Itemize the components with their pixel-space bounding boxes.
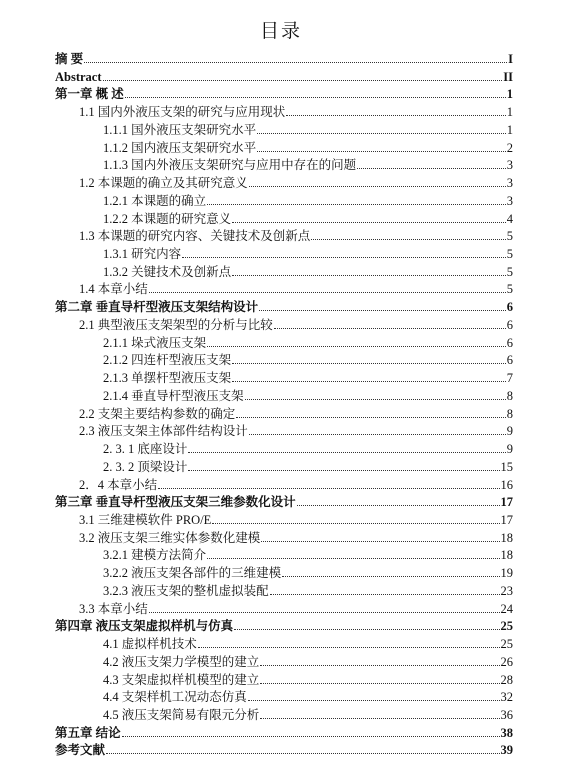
dot-leader	[122, 736, 500, 737]
toc-entry[interactable]	[55, 296, 513, 314]
toc-entry-page-number: 6	[506, 335, 513, 350]
toc-entry-title: 4.2 液压支架力学模型的建立	[103, 654, 260, 669]
toc-entry-page-number: 9	[506, 442, 513, 457]
dot-leader	[270, 594, 500, 595]
dot-leader	[188, 452, 505, 453]
dot-leader	[198, 647, 500, 648]
toc-entry[interactable]	[79, 527, 513, 545]
toc-entry-page-number: 24	[500, 601, 513, 616]
toc-entry-title: 3.2.1 建模方法简介	[103, 548, 207, 563]
toc-entry[interactable]	[103, 137, 513, 155]
dot-leader	[158, 488, 499, 489]
toc-entry-page-number: I	[508, 52, 513, 66]
toc-entry[interactable]	[103, 651, 513, 669]
dot-leader	[103, 80, 503, 81]
dot-leader	[311, 239, 505, 240]
toc-entry[interactable]	[55, 491, 513, 509]
dot-leader	[236, 417, 505, 418]
dot-leader	[207, 346, 506, 347]
toc-entry-page-number: 39	[500, 743, 513, 758]
toc-entry[interactable]	[103, 686, 513, 704]
toc-entry-title: 第一章 概 述	[55, 87, 124, 102]
toc-entry-page-number: 7	[506, 371, 513, 386]
toc-entry-page-number: 36	[500, 708, 513, 722]
dot-leader	[182, 257, 506, 258]
dot-leader	[274, 328, 506, 329]
toc-entry-title: 1.2 本课题的确立及其研究意义	[79, 176, 248, 191]
toc-entry[interactable]	[79, 314, 513, 332]
toc-entry-title: 3.3 本章小结	[79, 601, 148, 616]
toc-entry-title: 2. 3. 2 顶梁设计	[103, 459, 188, 474]
toc-entry-page-number: 25	[500, 637, 513, 652]
dot-leader	[234, 629, 499, 630]
toc-entry-page-number: 17	[500, 495, 513, 510]
toc-entry[interactable]	[103, 438, 513, 456]
dot-leader	[260, 718, 499, 719]
dot-leader	[232, 381, 506, 382]
toc-entry[interactable]	[103, 704, 513, 722]
toc-entry-title: 2.1 典型液压支架架型的分析与比较	[79, 317, 273, 332]
toc-entry[interactable]	[103, 261, 513, 279]
dot-leader	[232, 363, 506, 364]
toc-entry[interactable]	[103, 367, 513, 385]
toc-entry-title: 4.5 液压支架简易有限元分析	[103, 708, 260, 722]
dot-leader	[357, 168, 506, 169]
dot-leader	[149, 292, 506, 293]
toc-entry[interactable]	[103, 349, 513, 367]
toc-entry-title: 1.4 本章小结	[79, 282, 148, 297]
dot-leader	[248, 700, 500, 701]
toc-entry-title: 1.1 国内外液压支架的研究与应用现状	[79, 105, 286, 120]
toc-entry[interactable]	[79, 403, 513, 421]
dot-leader	[207, 204, 506, 205]
toc-entry-page-number: 28	[500, 672, 513, 687]
toc-entry[interactable]	[103, 119, 513, 137]
dot-leader	[245, 399, 506, 400]
dot-leader	[259, 310, 506, 311]
toc-entry-title: 4.3 支架虚拟样机模型的建立	[103, 672, 260, 687]
dot-leader	[106, 753, 499, 754]
dot-leader	[257, 133, 506, 134]
toc-entry-page-number: 1	[506, 122, 513, 137]
toc-entry[interactable]	[55, 66, 513, 84]
toc-entry-title: 1.1.1 国外液压支架研究水平	[103, 122, 257, 137]
toc-entry[interactable]	[55, 722, 513, 740]
toc-entry[interactable]	[103, 190, 513, 208]
toc-entry[interactable]	[103, 562, 513, 580]
toc-entry-page-number: 17	[500, 512, 513, 527]
toc-entry[interactable]	[79, 278, 513, 296]
toc-entry[interactable]	[103, 332, 513, 350]
toc-entry-title: 第四章 液压支架虚拟样机与仿真	[55, 619, 234, 634]
toc-entry-title: 摘 要	[55, 52, 84, 66]
dot-leader	[232, 275, 506, 276]
toc-entry-title: 1.3 本课题的研究内容、关键技术及创新点	[79, 229, 311, 244]
toc-entry-page-number: 23	[500, 583, 513, 598]
toc-entry[interactable]	[79, 420, 513, 438]
toc-entry-page-number: 4	[506, 211, 513, 226]
dot-leader	[257, 151, 506, 152]
dot-leader	[260, 665, 499, 666]
toc-entry-page-number: 15	[500, 459, 513, 474]
toc-entry-page-number: 3	[506, 193, 513, 208]
toc-entry-page-number: 18	[500, 548, 513, 563]
toc-entry-page-number: 5	[506, 282, 513, 297]
dot-leader	[261, 541, 499, 542]
toc-entry[interactable]	[103, 633, 513, 651]
toc-entry-title: 3.2.3 液压支架的整机虚拟装配	[103, 583, 269, 598]
dot-leader	[286, 115, 505, 116]
toc-entry-title: 1.1.3 国内外液压支架研究与应用中存在的问题	[103, 158, 357, 173]
toc-entry-title: 2.1.2 四连杆型液压支架	[103, 353, 232, 368]
toc-entry[interactable]	[103, 544, 513, 562]
toc-entry-page-number: 1	[506, 105, 513, 120]
toc-entry-page-number: 2	[506, 140, 513, 155]
toc-entry-page-number: 5	[506, 264, 513, 279]
dot-leader	[260, 683, 499, 684]
toc-entry-title: 第五章 结论	[55, 725, 121, 740]
dot-leader	[297, 505, 500, 506]
toc-entry-title: 第三章 垂直导杆型液压支架三维参数化设计	[55, 495, 296, 510]
toc-entry-title: 参考文献	[55, 743, 106, 758]
toc-entry-title: 1.2.1 本课题的确立	[103, 193, 207, 208]
dot-leader	[249, 434, 506, 435]
toc-entry[interactable]	[79, 225, 513, 243]
toc-entry-title: 3.2.2 液压支架各部件的三维建模	[103, 566, 282, 581]
toc-entry[interactable]	[103, 580, 513, 598]
toc-entry-page-number: 32	[500, 690, 513, 705]
dot-leader	[149, 612, 500, 613]
toc-entry-title: 3.2 液压支架三维实体参数化建模	[79, 530, 261, 545]
toc-entry-page-number: 18	[500, 530, 513, 545]
toc-entry-title: 2.1.1 垛式液压支架	[103, 335, 207, 350]
toc-entry-title: 1.2.2 本课题的研究意义	[103, 211, 232, 226]
toc-entry-title: 4.1 虚拟样机技术	[103, 637, 197, 652]
toc-entry[interactable]	[103, 669, 513, 687]
dot-leader	[207, 558, 499, 559]
page-title: 目录	[259, 20, 302, 42]
dot-leader	[282, 576, 499, 577]
toc-entry[interactable]	[55, 83, 513, 101]
toc-entry-title: 1.1.2 国内液压支架研究水平	[103, 140, 257, 155]
toc-entry-title: 2.1.4 垂直导杆型液压支架	[103, 388, 244, 403]
toc-entry[interactable]	[55, 739, 513, 757]
toc-entry-title: 2.3 液压支架主体部件结构设计	[79, 424, 248, 439]
dot-leader	[84, 62, 507, 63]
toc-entry[interactable]	[79, 172, 513, 190]
toc-entry-page-number: 6	[506, 353, 513, 368]
toc-entry-title: 2.1.3 单摆杆型液压支架	[103, 371, 232, 386]
toc-entry[interactable]	[103, 243, 513, 261]
toc-entry-page-number: 16	[500, 477, 513, 492]
toc-entry-title: Abstract	[55, 69, 102, 84]
dot-leader	[188, 470, 499, 471]
toc-entry-page-number: 6	[506, 317, 513, 332]
toc-entry[interactable]	[55, 615, 513, 633]
toc-entry[interactable]	[103, 208, 513, 226]
toc-entry-page-number: 26	[500, 654, 513, 669]
toc-entry[interactable]	[103, 385, 513, 403]
toc-entry-page-number: 3	[506, 158, 513, 173]
toc-entry[interactable]	[79, 474, 513, 492]
toc-entry-page-number: II	[503, 69, 513, 84]
dot-leader	[125, 97, 506, 98]
toc-entry-page-number: 8	[506, 406, 513, 421]
toc-entry-title: 2. 3. 1 底座设计	[103, 442, 188, 457]
toc-entry[interactable]	[103, 154, 513, 172]
toc-entry-title: 4.4 支架样机工况动态仿真	[103, 690, 247, 705]
toc-entry-title: 2．4 本章小结	[79, 477, 158, 492]
toc-entry-title: 3.1 三维建模软件 PRO/E	[79, 512, 212, 527]
dot-leader	[232, 222, 506, 223]
toc-entry-title: 第二章 垂直导杆型液压支架结构设计	[55, 300, 259, 315]
toc-entry-title: 1.3.1 研究内容	[103, 247, 182, 262]
toc-entry[interactable]	[103, 456, 513, 474]
toc-entry-page-number: 25	[500, 619, 513, 634]
toc-entry-title: 1.3.2 关键技术及创新点	[103, 264, 232, 279]
dot-leader	[212, 523, 499, 524]
toc-entry[interactable]	[79, 101, 513, 119]
toc-entry[interactable]	[55, 48, 513, 66]
dot-leader	[249, 186, 506, 187]
toc-entry-page-number: 38	[500, 725, 513, 740]
toc-entry-page-number: 9	[506, 424, 513, 439]
toc-entry-page-number: 6	[506, 300, 513, 315]
toc-entry[interactable]	[79, 509, 513, 527]
toc-entry-page-number: 19	[500, 566, 513, 581]
toc-entry[interactable]	[79, 598, 513, 616]
toc-entry-title: 2.2 支架主要结构参数的确定	[79, 406, 236, 421]
toc-entry-page-number: 5	[506, 229, 513, 244]
toc-entry-page-number: 5	[506, 247, 513, 262]
toc-entry-page-number: 3	[506, 176, 513, 191]
toc-entry-page-number: 1	[506, 87, 513, 102]
toc-entry-page-number: 8	[506, 388, 513, 403]
